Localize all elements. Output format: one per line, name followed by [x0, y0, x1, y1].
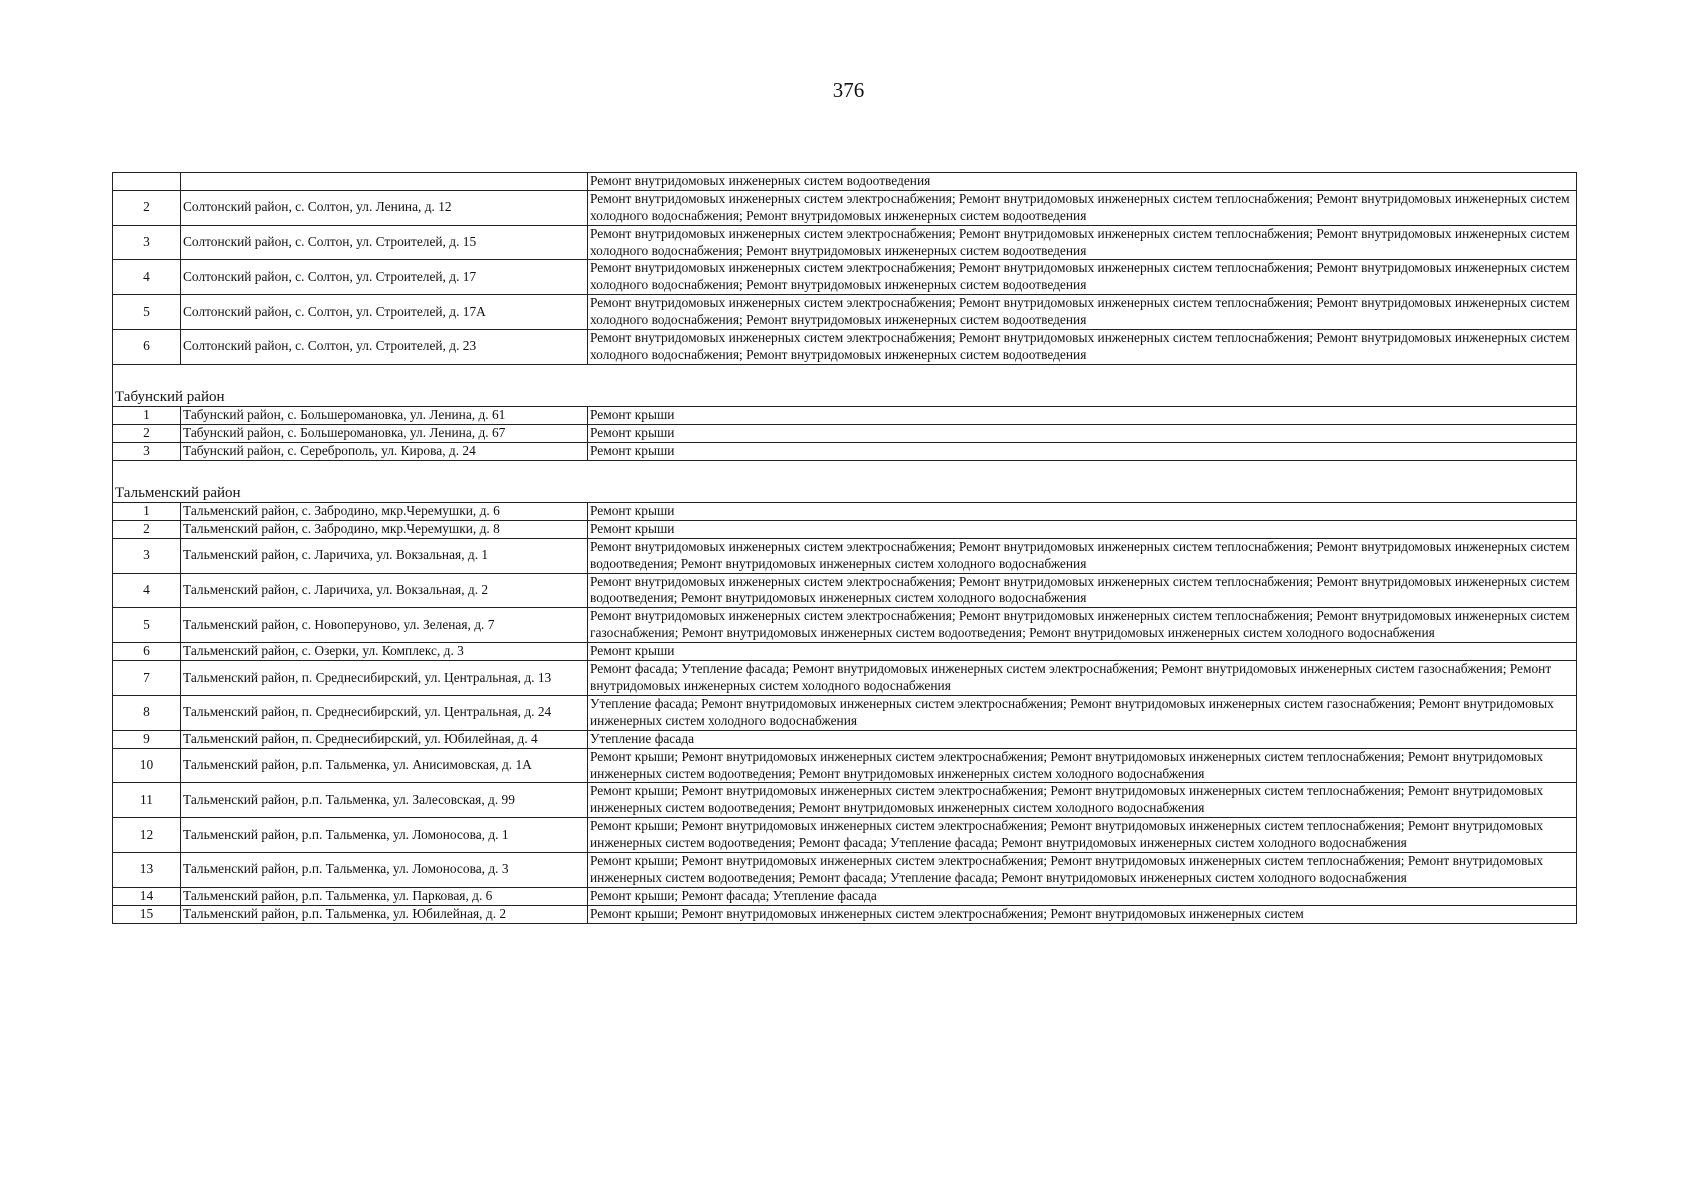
row-address: Тальменский район, с. Забродино, мкр.Черемушки, д. 6 — [181, 502, 588, 520]
table-row — [113, 783, 1577, 818]
row-number: 4 — [113, 573, 181, 608]
row-number: 5 — [113, 608, 181, 643]
row-works: Ремонт внутридомовых инженерных систем электроснабжения; Ремонт внутридомовых инженерных систем теплоснабжения; Ремонт внутридомовых инженерных систем водоотведения; Ремонт внутридомовых инженерных систем холодного водоснабжения — [588, 573, 1577, 608]
row-works: Ремонт внутридомовых инженерных систем электроснабжения; Ремонт внутридомовых инженерных систем теплоснабжения; Ремонт внутридомовых инженерных систем водоотведения; Ремонт внутридомовых инженерных систем холодного водоснабжения — [588, 538, 1577, 573]
row-address: Тальменский район, р.п. Тальменка, ул. Ломоносова, д. 1 — [181, 818, 588, 853]
row-number: 8 — [113, 695, 181, 730]
table-row — [113, 661, 1577, 696]
row-address — [181, 173, 588, 191]
row-address: Тальменский район, п. Среднесибирский, ул. Юбилейная, д. 4 — [181, 730, 588, 748]
table-row — [113, 887, 1577, 905]
row-works: Ремонт внутридомовых инженерных систем электроснабжения; Ремонт внутридомовых инженерных систем теплоснабжения; Ремонт внутридомовых инженерных систем холодного водоснабжения; Ремонт внутридомовых инженерных систем водоотведения — [588, 225, 1577, 260]
row-address: Табунский район, с. Большеромановка, ул. Ленина, д. 67 — [181, 424, 588, 442]
row-works: Ремонт крыши; Ремонт внутридомовых инженерных систем электроснабжения; Ремонт внутридомовых инженерных систем — [588, 905, 1577, 923]
repair-registry-table — [112, 172, 1577, 924]
table-row — [113, 905, 1577, 923]
row-address: Тальменский район, р.п. Тальменка, ул. Залесовская, д. 99 — [181, 783, 588, 818]
row-number: 3 — [113, 225, 181, 260]
row-number: 2 — [113, 520, 181, 538]
row-works: Ремонт крыши; Ремонт внутридомовых инженерных систем электроснабжения; Ремонт внутридомовых инженерных систем теплоснабжения; Ремонт внутридомовых инженерных систем водоотведения; Ремонт фасада; Утепление фасада; Ремонт внутридомовых инженерных систем холодного водоснабжения — [588, 853, 1577, 888]
row-works: Ремонт крыши — [588, 502, 1577, 520]
row-address: Тальменский район, с. Озерки, ул. Комплекс, д. 3 — [181, 643, 588, 661]
row-works: Ремонт внутридомовых инженерных систем электроснабжения; Ремонт внутридомовых инженерных систем теплоснабжения; Ремонт внутридомовых инженерных систем холодного водоснабжения; Ремонт внутридомовых инженерных систем водоотведения — [588, 260, 1577, 295]
table-row — [113, 406, 1577, 424]
row-works: Ремонт внутридомовых инженерных систем электроснабжения; Ремонт внутридомовых инженерных систем теплоснабжения; Ремонт внутридомовых инженерных систем газоснабжения; Ремонт внутридомовых инженерных систем водоотведения; Ремонт внутридомовых инженерных систем холодного водоснабжения — [588, 608, 1577, 643]
row-works: Ремонт крыши; Ремонт внутридомовых инженерных систем электроснабжения; Ремонт внутридомовых инженерных систем теплоснабжения; Ремонт внутридомовых инженерных систем водоотведения; Ремонт внутридомовых инженерных систем холодного водоснабжения — [588, 783, 1577, 818]
table-row — [113, 520, 1577, 538]
row-works: Ремонт фасада; Утепление фасада; Ремонт внутридомовых инженерных систем электроснабжения; Ремонт внутридомовых инженерных систем газоснабжения; Ремонт внутридомовых инженерных систем холодного водоснабжения — [588, 661, 1577, 696]
row-number: 1 — [113, 502, 181, 520]
row-works: Утепление фасада — [588, 730, 1577, 748]
district-heading-row — [113, 481, 1577, 503]
table-row — [113, 573, 1577, 608]
row-address: Солтонский район, с. Солтон, ул. Строителей, д. 17 — [181, 260, 588, 295]
table-row — [113, 748, 1577, 783]
row-works: Ремонт крыши — [588, 442, 1577, 460]
row-works: Ремонт крыши; Ремонт внутридомовых инженерных систем электроснабжения; Ремонт внутридомовых инженерных систем теплоснабжения; Ремонт внутридомовых инженерных систем водоотведения; Ремонт фасада; Утепление фасада; Ремонт внутридомовых инженерных систем холодного водоснабжения — [588, 818, 1577, 853]
row-address: Тальменский район, п. Среднесибирский, ул. Центральная, д. 13 — [181, 661, 588, 696]
table-row — [113, 330, 1577, 365]
row-works: Ремонт крыши — [588, 406, 1577, 424]
row-number: 15 — [113, 905, 181, 923]
table-row — [113, 608, 1577, 643]
table-row — [113, 818, 1577, 853]
table-row — [113, 730, 1577, 748]
row-works: Ремонт внутридомовых инженерных систем электроснабжения; Ремонт внутридомовых инженерных систем теплоснабжения; Ремонт внутридомовых инженерных систем холодного водоснабжения; Ремонт внутридомовых инженерных систем водоотведения — [588, 190, 1577, 225]
table-row — [113, 502, 1577, 520]
row-number: 13 — [113, 853, 181, 888]
table-row — [113, 424, 1577, 442]
table-row — [113, 695, 1577, 730]
row-works: Ремонт внутридомовых инженерных систем электроснабжения; Ремонт внутридомовых инженерных систем теплоснабжения; Ремонт внутридомовых инженерных систем холодного водоснабжения; Ремонт внутридомовых инженерных систем водоотведения — [588, 330, 1577, 365]
row-works: Ремонт внутридомовых инженерных систем электроснабжения; Ремонт внутридомовых инженерных систем теплоснабжения; Ремонт внутридомовых инженерных систем холодного водоснабжения; Ремонт внутридомовых инженерных систем водоотведения — [588, 295, 1577, 330]
row-address: Тальменский район, с. Забродино, мкр.Черемушки, д. 8 — [181, 520, 588, 538]
section-spacer-cell — [113, 364, 1577, 385]
row-works: Ремонт крыши — [588, 643, 1577, 661]
row-address: Табунский район, с. Большеромановка, ул. Ленина, д. 61 — [181, 406, 588, 424]
row-number: 2 — [113, 190, 181, 225]
district-heading: Тальменский район — [113, 481, 1577, 503]
row-number: 3 — [113, 442, 181, 460]
page-number: 376 — [832, 78, 865, 102]
table-row — [113, 225, 1577, 260]
row-number: 6 — [113, 643, 181, 661]
row-address: Солтонский район, с. Солтон, ул. Строителей, д. 17А — [181, 295, 588, 330]
row-number: 3 — [113, 538, 181, 573]
section-spacer — [113, 460, 1577, 481]
table-row — [113, 643, 1577, 661]
row-number: 11 — [113, 783, 181, 818]
row-number: 12 — [113, 818, 181, 853]
row-address: Солтонский район, с. Солтон, ул. Ленина, д. 12 — [181, 190, 588, 225]
row-number: 4 — [113, 260, 181, 295]
row-works: Ремонт крыши; Ремонт фасада; Утепление фасада — [588, 887, 1577, 905]
row-number: 1 — [113, 406, 181, 424]
district-heading-row — [113, 385, 1577, 407]
table-row — [113, 190, 1577, 225]
row-number: 10 — [113, 748, 181, 783]
row-number: 9 — [113, 730, 181, 748]
row-address: Тальменский район, р.п. Тальменка, ул. Ломоносова, д. 3 — [181, 853, 588, 888]
row-works: Ремонт крыши; Ремонт внутридомовых инженерных систем электроснабжения; Ремонт внутридомовых инженерных систем теплоснабжения; Ремонт внутридомовых инженерных систем водоотведения; Ремонт внутридомовых инженерных систем холодного водоснабжения — [588, 748, 1577, 783]
table-row — [113, 853, 1577, 888]
row-address: Тальменский район, р.п. Тальменка, ул. Парковая, д. 6 — [181, 887, 588, 905]
row-works: Ремонт крыши — [588, 520, 1577, 538]
section-spacer-cell — [113, 460, 1577, 481]
row-address: Солтонский район, с. Солтон, ул. Строителей, д. 23 — [181, 330, 588, 365]
row-works: Ремонт крыши — [588, 424, 1577, 442]
district-heading: Табунский район — [113, 385, 1577, 407]
table-row — [113, 442, 1577, 460]
row-number: 14 — [113, 887, 181, 905]
row-number: 6 — [113, 330, 181, 365]
row-number: 5 — [113, 295, 181, 330]
row-address: Табунский район, с. Сереброполь, ул. Кирова, д. 24 — [181, 442, 588, 460]
row-number: 2 — [113, 424, 181, 442]
row-works: Ремонт внутридомовых инженерных систем водоотведения — [588, 173, 1577, 191]
row-works: Утепление фасада; Ремонт внутридомовых инженерных систем электроснабжения; Ремонт внутридомовых инженерных систем газоснабжения; Ремонт внутридомовых инженерных систем холодного водоснабжения — [588, 695, 1577, 730]
table-row — [113, 295, 1577, 330]
table-row — [113, 538, 1577, 573]
row-address: Тальменский район, р.п. Тальменка, ул. Анисимовская, д. 1А — [181, 748, 588, 783]
row-address: Тальменский район, с. Ларичиха, ул. Вокзальная, д. 1 — [181, 538, 588, 573]
row-address: Тальменский район, с. Ларичиха, ул. Вокзальная, д. 2 — [181, 573, 588, 608]
registry-body — [113, 173, 1577, 924]
section-spacer — [113, 364, 1577, 385]
table-row — [113, 260, 1577, 295]
table-row — [113, 173, 1577, 191]
row-number — [113, 173, 181, 191]
row-address: Солтонский район, с. Солтон, ул. Строителей, д. 15 — [181, 225, 588, 260]
row-address: Тальменский район, п. Среднесибирский, ул. Центральная, д. 24 — [181, 695, 588, 730]
row-number: 7 — [113, 661, 181, 696]
row-address: Тальменский район, р.п. Тальменка, ул. Юбилейная, д. 2 — [181, 905, 588, 923]
row-address: Тальменский район, с. Новоперуново, ул. Зеленая, д. 7 — [181, 608, 588, 643]
